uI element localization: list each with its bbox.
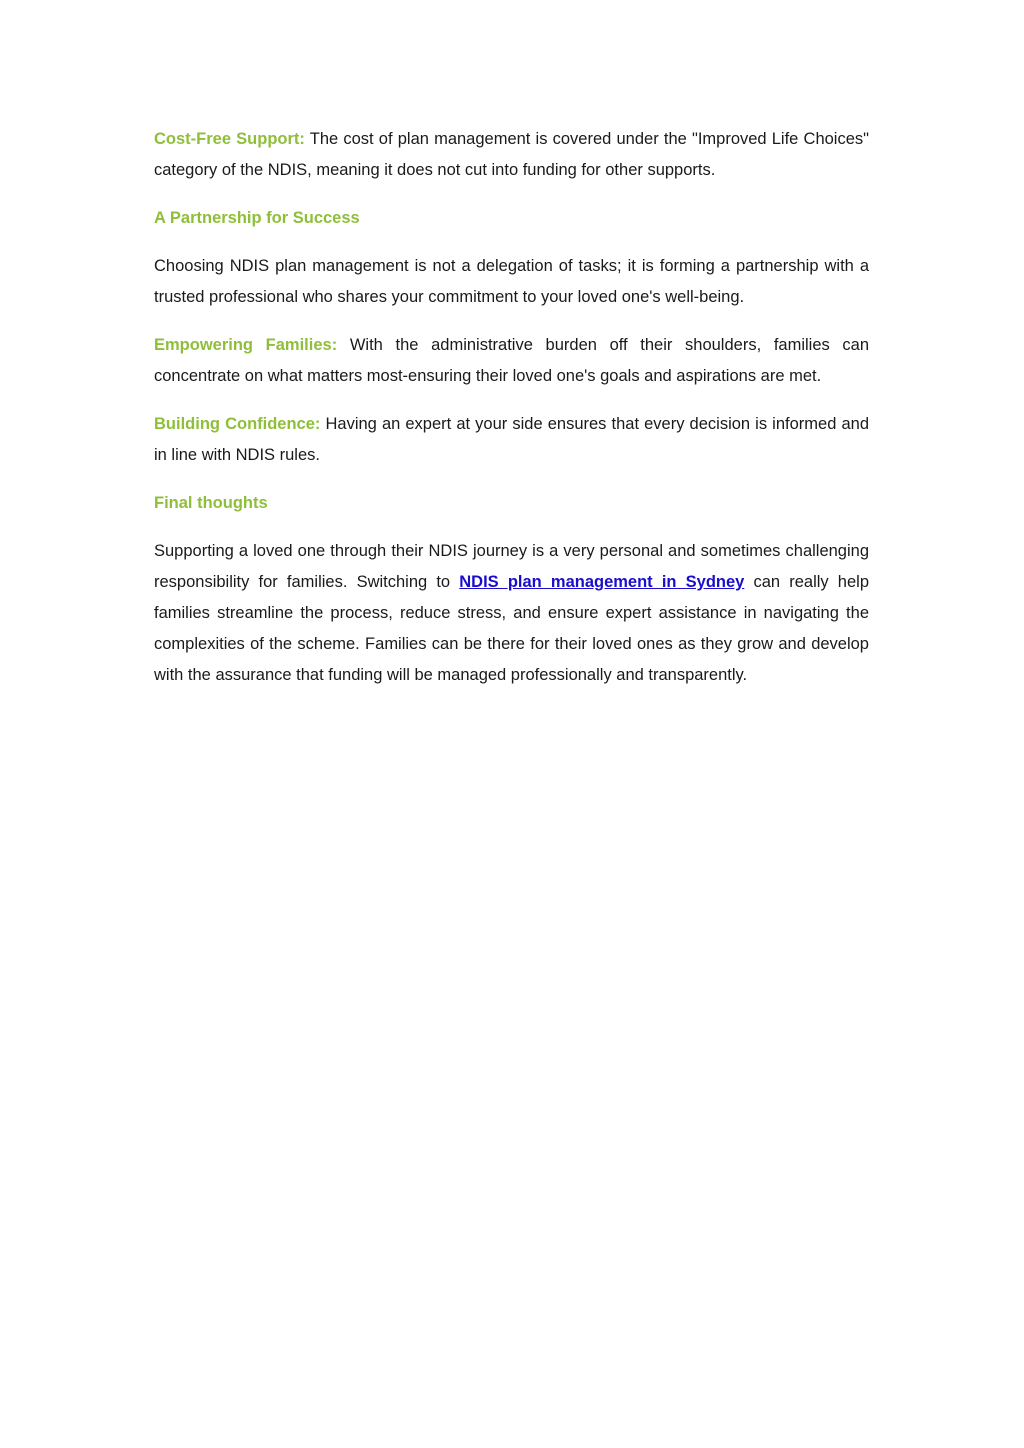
empowering-paragraph: [154, 330, 869, 392]
cost-free-text: The cost of plan management is covered under the "Improved Life Choices" category of the NDIS, meaning it does not cut into funding for other supports.: [154, 130, 869, 179]
building-lead: Building Confidence:: [154, 415, 321, 433]
cost-free-lead: Cost-Free Support:: [154, 130, 305, 148]
empowering-lead: Empowering Families:: [154, 336, 338, 354]
partnership-heading: A Partnership for Success: [154, 209, 360, 227]
building-text: Having an expert at your side ensures that every decision is informed and in line with NDIS rules.: [154, 415, 869, 464]
final-paragraph: [154, 536, 869, 691]
cost-free-paragraph: [154, 124, 869, 186]
partnership-paragraph: Choosing NDIS plan management is not a delegation of tasks; it is forming a partnership with a trusted professional who shares your commitment to your loved one's well-being.: [154, 257, 869, 306]
final-thoughts-heading: Final thoughts: [154, 494, 268, 512]
empowering-text: With the administrative burden off their shoulders, families can concentrate on what matters most-ensuring their loved one's goals and aspirations are met.: [154, 336, 869, 385]
final-text-after: can really help families streamline the process, reduce stress, and ensure expert assistance in navigating the complexities of the scheme. Families can be there for their loved ones as they grow and develop with the assurance that funding will be managed professionally and transparently.: [154, 573, 869, 684]
document-page: [154, 124, 869, 708]
building-paragraph: [154, 409, 869, 471]
ndis-sydney-link[interactable]: NDIS plan management in Sydney: [459, 573, 745, 591]
final-text-before: Supporting a loved one through their NDIS journey is a very personal and sometimes challenging responsibility for families. Switching to: [154, 542, 869, 591]
